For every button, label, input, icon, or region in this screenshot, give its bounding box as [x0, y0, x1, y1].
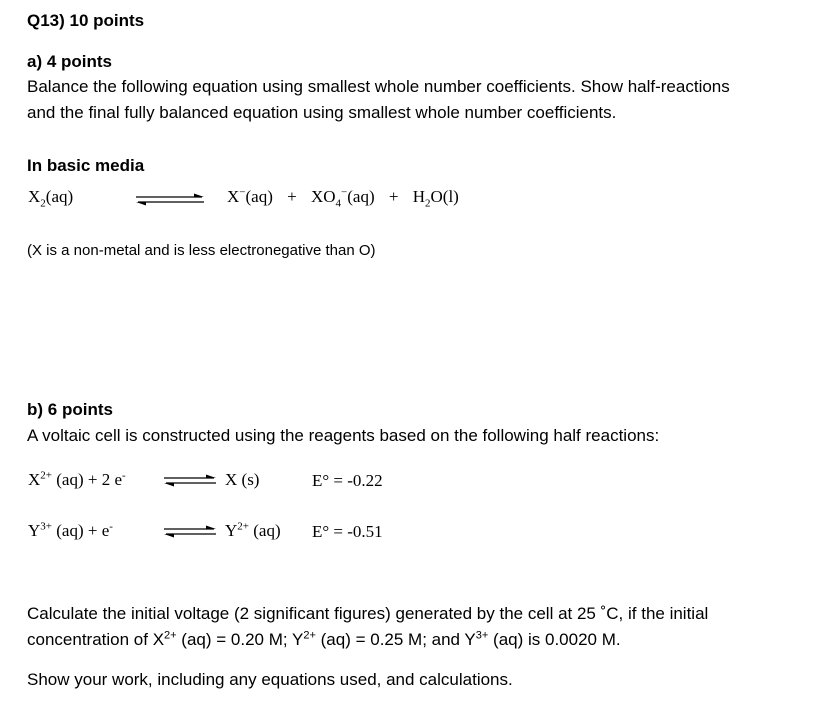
media-label: In basic media [27, 156, 145, 175]
calc-instruction-line2: concentration of $X^{2+}$ (aq) = 0.20 M; $Y^{2+}$ (aq) = 0.25 M; and $Y^{3+}$ (aq) is 0.0020 M. [27, 629, 621, 649]
show-work-instruction: Show your work, including any equations used, and calculations. [27, 670, 513, 689]
half-reaction-2-reactants: $Y^{3+}$ (aq) + e- [28, 520, 113, 540]
half-reaction-1-product: X (s) [225, 470, 260, 489]
part-a-instruction-line1: Balance the following equation using smallest whole number coefficients. Show half-reactions [27, 77, 730, 96]
half-reaction-2-potential: E° = -0.51 [312, 522, 383, 541]
part-b-heading: b) 6 points [27, 400, 113, 419]
half-reaction-2-product: $Y^{2+}$ (aq) [225, 520, 281, 540]
equation-reactant: $X_2(aq)$ [28, 187, 74, 210]
equation-products: $X^-(aq) + XO_4^-(aq) + H_2O(l)$ [227, 186, 459, 210]
part-a-heading: a) 4 points [27, 52, 113, 71]
calc-instruction-line1: Calculate the initial voltage (2 significant figures) generated by the cell at 25 ˚C, if the initial [27, 604, 709, 623]
half-reaction-1-potential: E° = -0.22 [312, 471, 383, 490]
part-b-intro: A voltaic cell is constructed using the reagents based on the following half reactions: [27, 426, 660, 445]
equilibrium-arrow-icon [134, 193, 206, 207]
equilibrium-arrow-icon [162, 474, 218, 488]
question-title: Q13) 10 points [27, 11, 145, 30]
equilibrium-arrow-icon [162, 525, 218, 539]
part-a-note: (X is a non-metal and is less electronegative than O) [27, 242, 376, 259]
part-a-instruction-line2: and the final fully balanced equation using smallest whole number coefficients. [27, 103, 617, 122]
half-reaction-1-reactants: $X^{2+}$ (aq) + 2 e- [28, 469, 126, 489]
